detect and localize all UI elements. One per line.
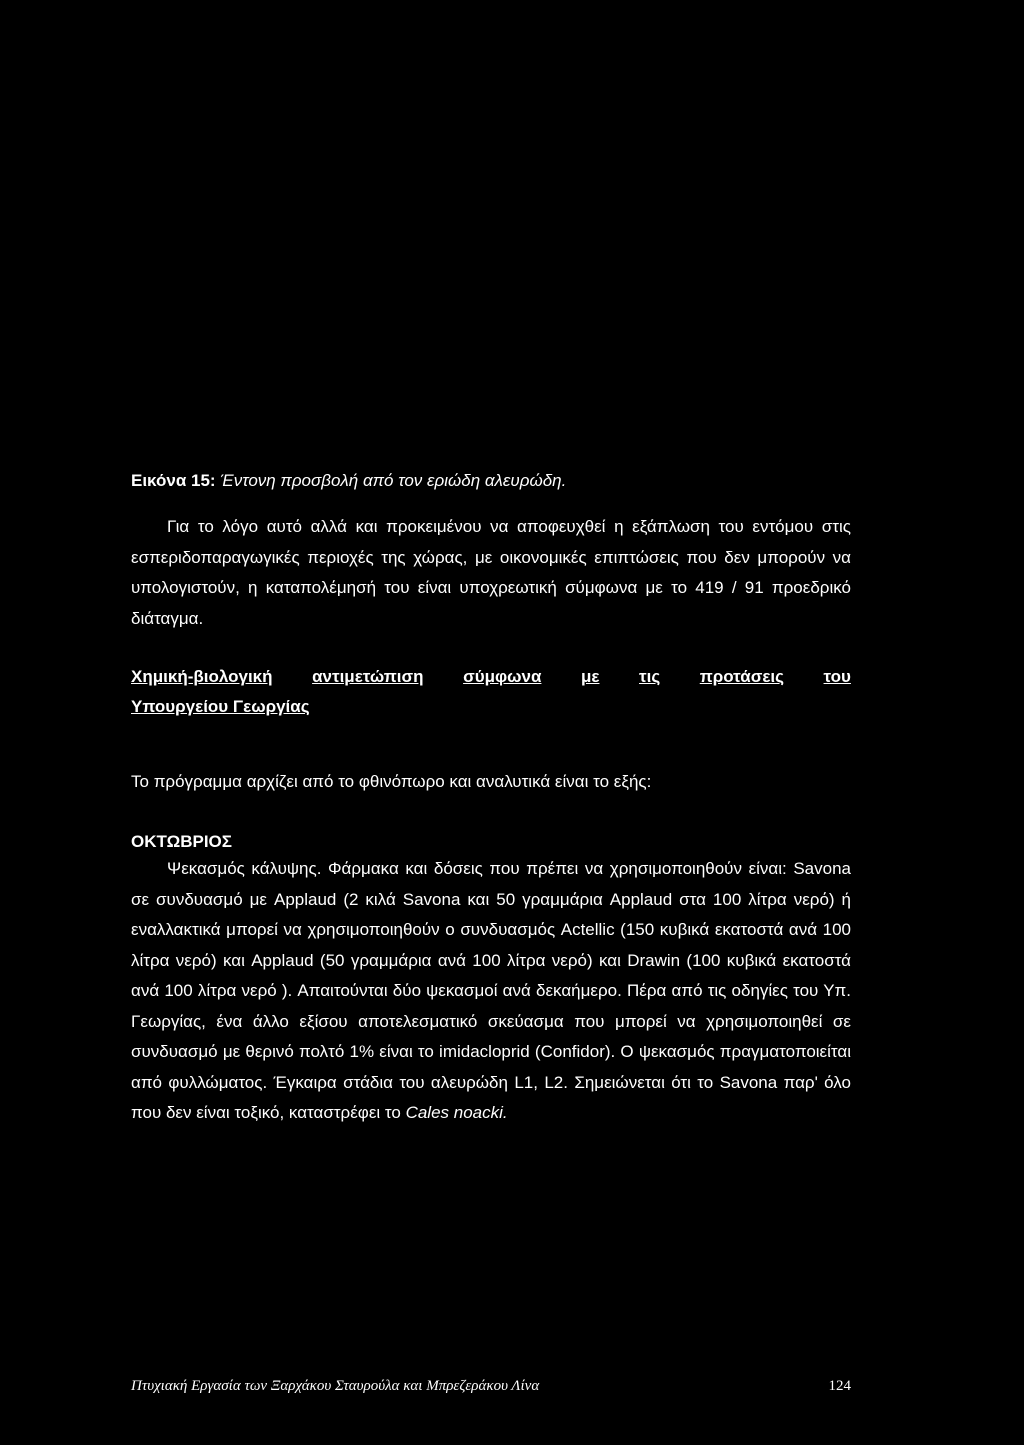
spraying-instructions bbox=[131, 854, 851, 1129]
section-title-word: του bbox=[823, 667, 851, 686]
section-title-word: με bbox=[580, 667, 600, 686]
page-number: 124 bbox=[828, 1378, 851, 1394]
section-title-word: Χημική-βιολογική bbox=[131, 667, 273, 686]
month-heading: ΟΚΤΩΒΡΙΟΣ bbox=[131, 832, 232, 851]
page-footer bbox=[131, 1378, 851, 1395]
section-title bbox=[131, 662, 851, 722]
paragraph-pest-spread: Για το λόγο αυτό αλλά και προκειμένου να αποφευχθεί η εξάπλωση του εντόμου στις εσπεριδοπαραγωγικές περιοχές της χώρας, με οικονομικές επιπτώσεις που δεν μπορούν να υπολογιστούν, η καταπολέμησή του είναι υποχρεωτική σύμφωνα με το 419 / 91 προεδρικό διάταγμα. bbox=[131, 517, 851, 628]
program-intro: Το πρόγραμμα αρχίζει από το φθινόπωρο και αναλυτικά είναι το εξής: bbox=[131, 772, 652, 791]
figure-caption bbox=[131, 470, 851, 492]
section-title-line-1 bbox=[131, 662, 851, 692]
section-title-line-2: Υπουργείου Γεωργίας bbox=[131, 697, 310, 716]
page-content bbox=[131, 470, 851, 1129]
figure-caption-label: Εικόνα 15: bbox=[131, 471, 216, 490]
spraying-instructions-text: Ψεκασμός κάλυψης. Φάρμακα και δόσεις που πρέπει να χρησιμοποιηθούν είναι: Savona σε συνδυασμό με Applaud (2 κιλά Savona και 50 γραμμάρια Applaud στα 100 λίτρα νερό) ή εναλλακτικά μπορεί να χρησιμοποιηθούν ο συνδυασμός Actellic (150 κυβικά εκατοστά ανά 100 λίτρα νερό) και Applaud (50 γραμμάρια ανά 100 λίτρα νερό) και Drawin (100 κυβικά εκατοστά ανά 100 λίτρα νερό ). Απαιτούνται δύο ψεκασμοί ανά δεκαήμερο. Πέρα από τις οδηγίες του Υπ. Γεωργίας, ένα άλλο εξίσου αποτελεσματικό σκεύασμα που μπορεί να χρησιμοποιηθεί σε συνδυασμό με θερινό πολτό 1% είναι το imidacloprid (Confidor). Ο ψεκασμός πραγματοποιείται από φυλλώματος. Έγκαιρα στάδια του αλευρώδη L1, L2. Σημειώνεται ότι το Savona παρ' όλο που δεν είναι τοξικό, καταστρέφει το bbox=[131, 859, 851, 1122]
figure-caption-title: Έντονη προσβολή από τον εριώδη αλευρώδη. bbox=[220, 471, 567, 490]
section-title-word: αντιμετώπιση bbox=[312, 667, 424, 686]
footer-text: Πτυχιακή Εργασία των Ξαρχάκου Σταυρούλα και Μπρεζεράκου Λίνα bbox=[131, 1378, 540, 1394]
section-title-word: τις bbox=[639, 667, 661, 686]
section-title-word: προτάσεις bbox=[699, 667, 784, 686]
section-title-word: σύμφωνα bbox=[463, 667, 542, 686]
species-name: Cales noacki. bbox=[405, 1103, 508, 1122]
